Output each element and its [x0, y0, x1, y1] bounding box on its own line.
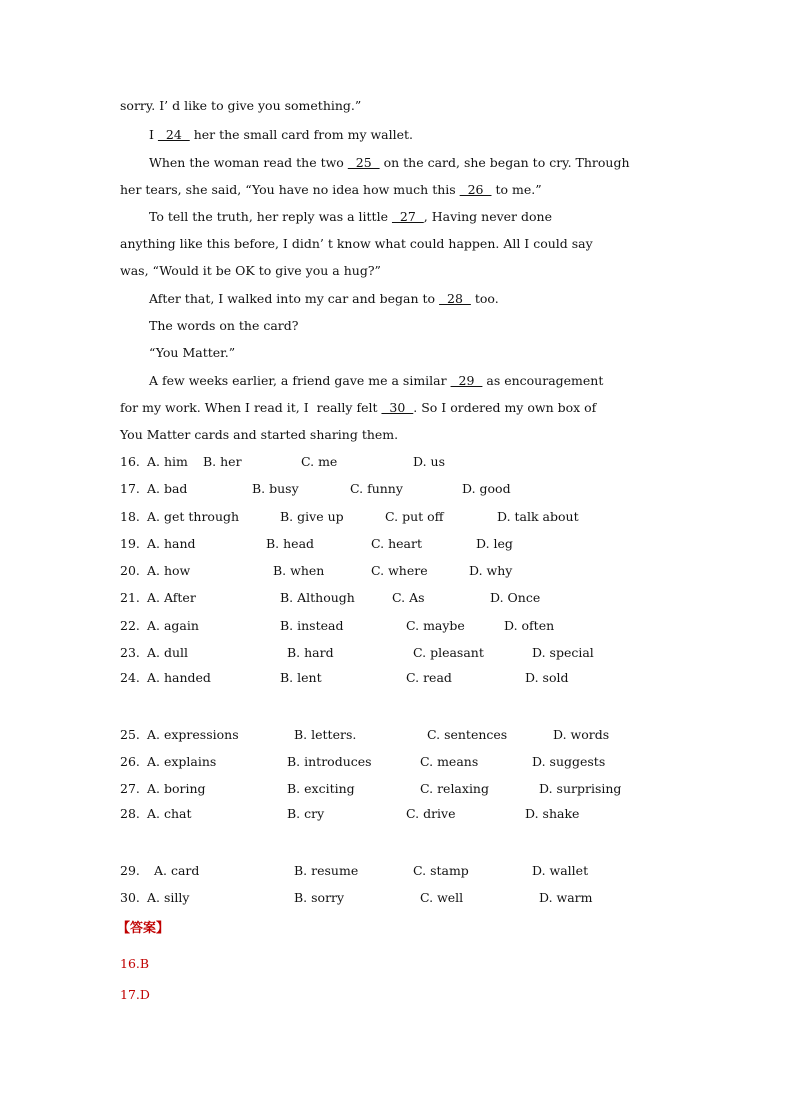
- passage-line: [149, 127, 413, 143]
- option-b: B. busy: [252, 481, 299, 496]
- option-b: B. letters.: [294, 727, 357, 742]
- option-c: C. where: [371, 563, 428, 578]
- question-number: 23.: [120, 645, 140, 660]
- passage-text: for my work. When I read it, I really felt: [120, 400, 382, 415]
- option-a: A. silly: [147, 890, 190, 905]
- option-b: B. lent: [280, 670, 322, 685]
- option-b: B. hard: [287, 645, 334, 660]
- option-c: C. As: [392, 590, 425, 605]
- option-c: C. funny: [350, 481, 403, 496]
- passage-line: [120, 98, 361, 114]
- blank-26: 26: [459, 182, 492, 197]
- option-b: B. head: [266, 536, 315, 551]
- passage-line: [149, 318, 298, 334]
- answer-heading: 【答案】: [117, 921, 170, 936]
- passage-line: [149, 345, 235, 361]
- answer-item: 16.B: [120, 956, 150, 971]
- option-b: B. cry: [287, 806, 325, 821]
- question-number: 20.: [120, 563, 140, 578]
- option-b: B. her: [203, 454, 242, 469]
- option-d: D. warm: [539, 890, 593, 905]
- passage-text: You Matter cards and started sharing them.: [120, 427, 399, 442]
- option-b: B. sorry: [294, 890, 345, 905]
- option-a: A. chat: [147, 806, 192, 821]
- option-b: B. give up: [280, 509, 344, 524]
- passage-text: too.: [470, 291, 499, 306]
- option-d: D. often: [504, 618, 555, 633]
- passage-line: [120, 427, 398, 443]
- option-d: D. why: [469, 563, 513, 578]
- passage-text: her tears, she said, “You have no idea how much this: [120, 182, 460, 197]
- option-d: D. us: [413, 454, 445, 469]
- option-a: A. hand: [147, 536, 196, 551]
- passage-line: [120, 182, 542, 198]
- option-c: C. maybe: [406, 618, 465, 633]
- option-a: A. expressions: [147, 727, 239, 742]
- option-d: D. surprising: [539, 781, 622, 796]
- passage-text: on the card, she began to cry. Through: [379, 155, 630, 170]
- option-a: A. After: [147, 590, 196, 605]
- question-number: 24.: [120, 670, 140, 685]
- option-d: D. shake: [525, 806, 580, 821]
- question-number: 29.: [120, 863, 140, 878]
- blank-28: 28: [439, 291, 471, 306]
- passage-text: To tell the truth, her reply was a little: [149, 209, 392, 224]
- option-d: D. sold: [525, 670, 569, 685]
- option-b: B. exciting: [287, 781, 355, 796]
- blank-30: 30: [381, 400, 414, 415]
- passage-text: . So I ordered my own box of: [413, 400, 597, 415]
- passage-text: A few weeks earlier, a friend gave me a similar: [149, 373, 451, 388]
- passage-text: “You Matter.”: [149, 345, 236, 360]
- option-d: D. suggests: [532, 754, 606, 769]
- passage-text: to me.”: [491, 182, 542, 197]
- passage-text: , Having never done: [423, 209, 552, 224]
- blank-27: 27: [391, 209, 424, 224]
- option-c: C. drive: [406, 806, 456, 821]
- option-a: A. handed: [147, 670, 211, 685]
- passage-text: I: [149, 127, 158, 142]
- passage-line: [149, 291, 499, 307]
- passage-line: [120, 400, 596, 416]
- option-c: C. put off: [385, 509, 444, 524]
- question-number: 25.: [120, 727, 140, 742]
- passage-text: After that, I walked into my car and began to: [149, 291, 440, 306]
- option-c: C. read: [406, 670, 452, 685]
- option-a: A. card: [154, 863, 200, 878]
- option-d: D. wallet: [532, 863, 589, 878]
- option-a: A. him: [147, 454, 188, 469]
- passage-line: [149, 373, 603, 389]
- passage-text: The words on the card?: [149, 318, 299, 333]
- passage-line: [120, 263, 381, 279]
- option-d: D. special: [532, 645, 594, 660]
- option-a: A. dull: [147, 645, 189, 660]
- option-d: D. talk about: [497, 509, 579, 524]
- question-number: 19.: [120, 536, 140, 551]
- question-number: 17.: [120, 481, 140, 496]
- option-d: D. good: [462, 481, 511, 496]
- passage-text: When the woman read the two: [149, 155, 348, 170]
- question-number: 22.: [120, 618, 140, 633]
- option-d: D. words: [553, 727, 610, 742]
- option-d: D. leg: [476, 536, 513, 551]
- option-a: A. again: [147, 618, 199, 633]
- option-d: D. Once: [490, 590, 541, 605]
- question-number: 27.: [120, 781, 140, 796]
- question-number: 16.: [120, 454, 140, 469]
- blank-25: 25: [347, 155, 380, 170]
- option-c: C. heart: [371, 536, 422, 551]
- question-number: 18.: [120, 509, 140, 524]
- answer-item: 17.D: [120, 987, 150, 1002]
- option-c: C. stamp: [413, 863, 469, 878]
- option-b: B. resume: [294, 863, 359, 878]
- option-a: A. get through: [147, 509, 240, 524]
- option-b: B. instead: [280, 618, 344, 633]
- option-a: A. explains: [147, 754, 217, 769]
- question-number: 26.: [120, 754, 140, 769]
- passage-text: was, “Would it be OK to give you a hug?”: [120, 263, 381, 278]
- passage-text: sorry. I’ d like to give you something.”: [120, 98, 362, 113]
- blank-29: 29: [450, 373, 483, 388]
- option-c: C. relaxing: [420, 781, 489, 796]
- option-c: C. sentences: [427, 727, 508, 742]
- option-c: C. me: [301, 454, 338, 469]
- option-a: A. bad: [147, 481, 188, 496]
- option-b: B. when: [273, 563, 325, 578]
- passage-text: her the small card from my wallet.: [189, 127, 414, 142]
- question-number: 30.: [120, 890, 140, 905]
- question-number: 21.: [120, 590, 140, 605]
- passage-line: [149, 155, 630, 171]
- blank-24: 24: [157, 127, 190, 142]
- passage-line: [120, 236, 593, 252]
- option-b: B. introduces: [287, 754, 372, 769]
- option-a: A. how: [147, 563, 191, 578]
- passage-text: anything like this before, I didn’ t know what could happen. All I could say: [120, 236, 593, 251]
- question-number: 28.: [120, 806, 140, 821]
- option-c: C. well: [420, 890, 464, 905]
- option-a: A. boring: [147, 781, 206, 796]
- option-b: B. Although: [280, 590, 355, 605]
- passage-text: as encouragement: [482, 373, 604, 388]
- passage-line: [149, 209, 552, 225]
- option-c: C. means: [420, 754, 479, 769]
- option-c: C. pleasant: [413, 645, 484, 660]
